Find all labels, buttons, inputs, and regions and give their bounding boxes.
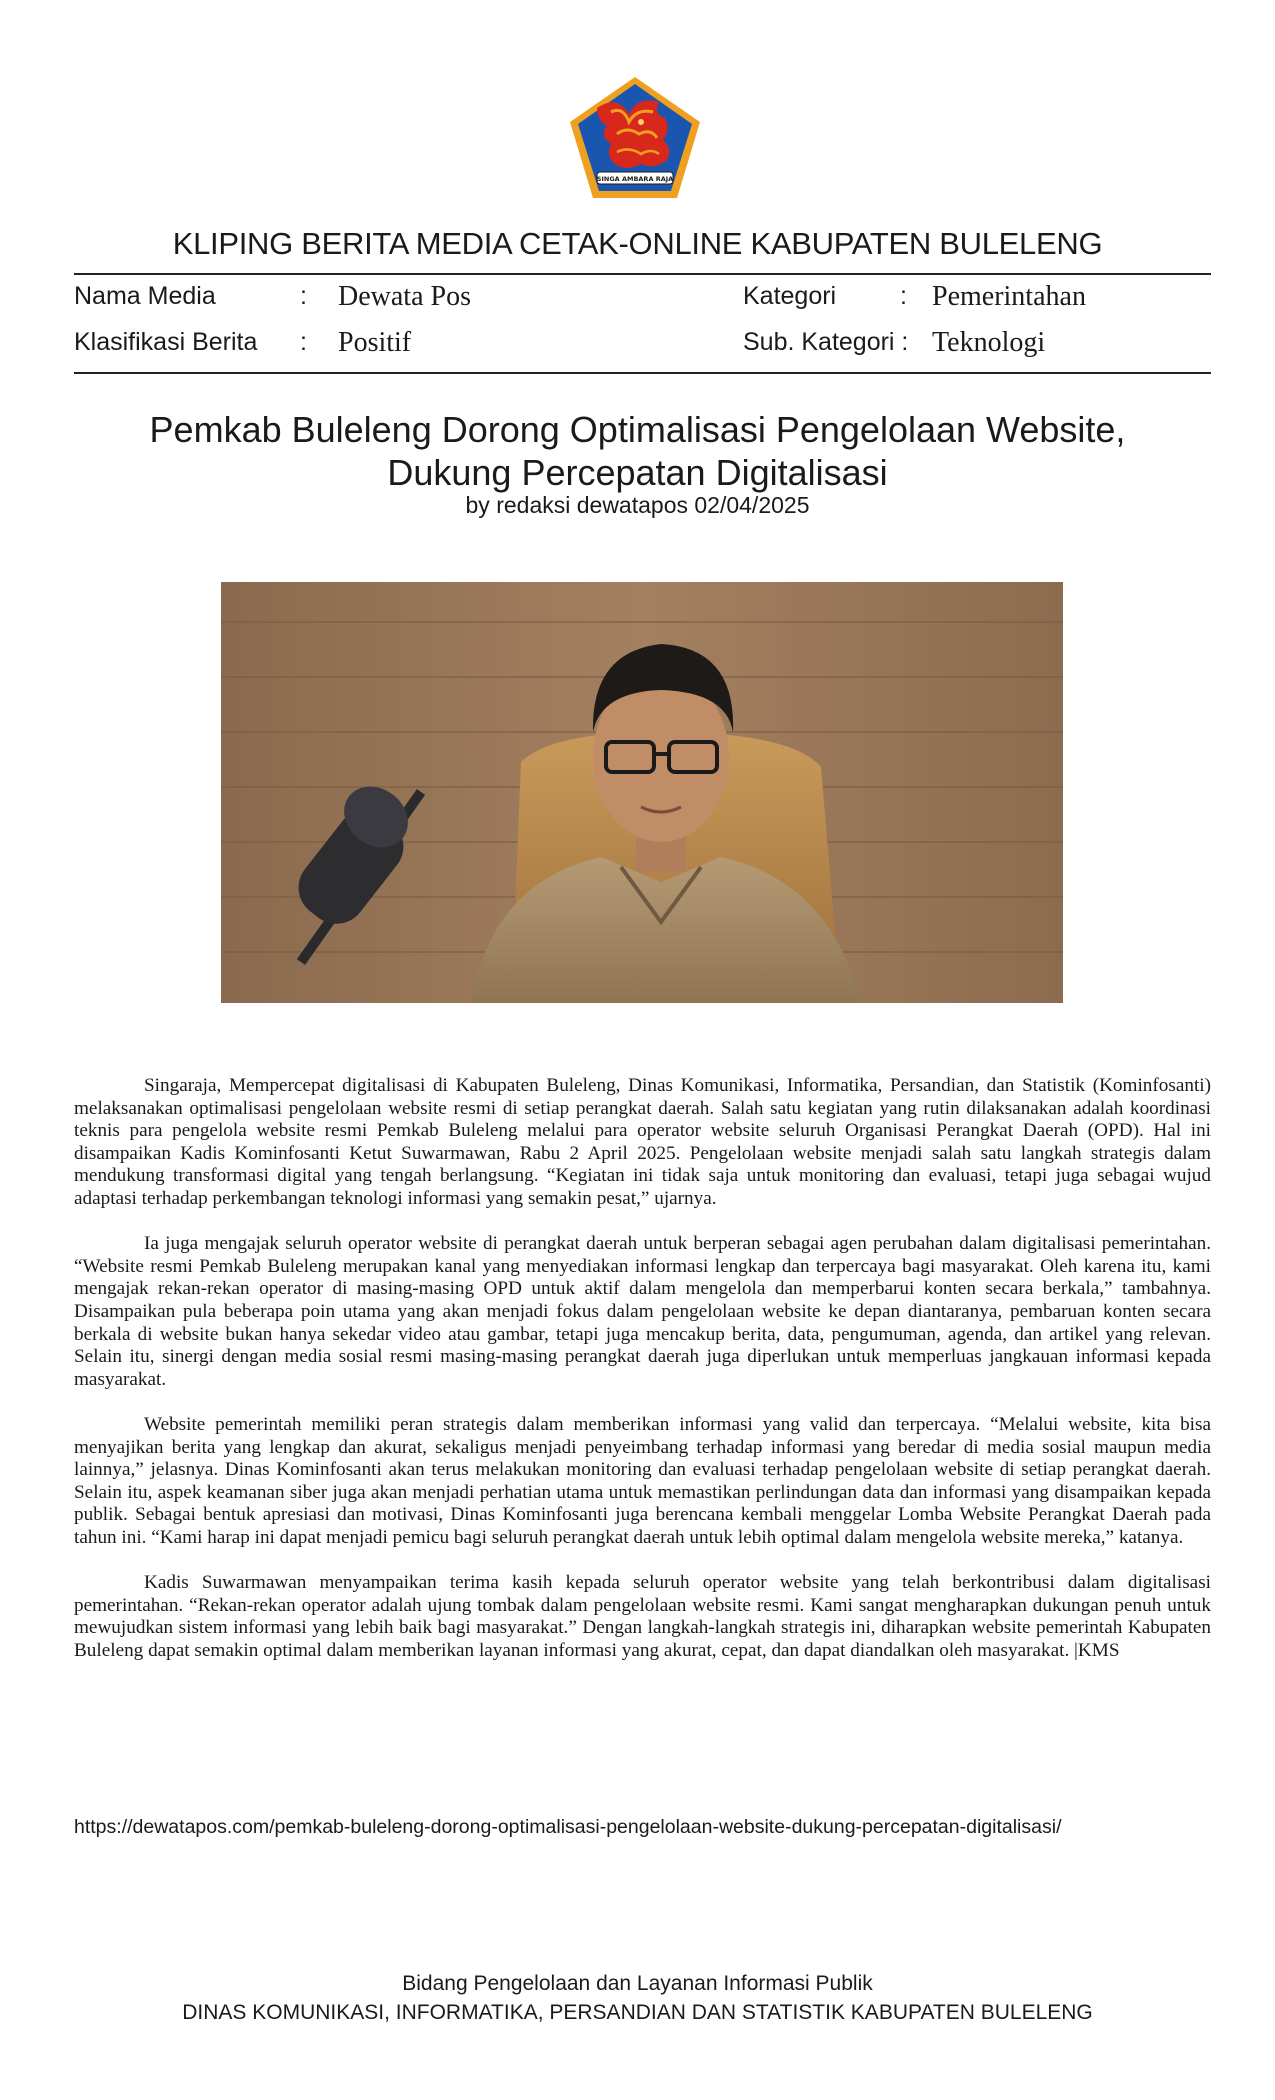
buleleng-emblem-logo [567, 74, 703, 202]
category-value: Pemerintahan [932, 281, 1086, 312]
footer-department: Bidang Pengelolaan dan Layanan Informasi Publik [402, 1972, 873, 1995]
article-title [0, 408, 1275, 494]
classification-value: Positif [338, 327, 412, 358]
article-paragraph-3: Website pemerintah memiliki peran strategis dalam memberikan informasi yang valid dan terpercaya. “Melalui website, kita bisa menyajikan berita yang lengkap dan akurat, sekaligus menjadi penyeimbang terhadap informasi yang beredar di media sosial maupun media lainnya,” jelasnya. Dinas Kominfosanti akan terus melakukan monitoring dan evaluasi terhadap pengelolaan website di setiap perangkat daerah. Selain itu, aspek keamanan siber juga akan menjadi perhatian utama untuk memastikan perlindungan data dan informasi yang disampaikan kepada publik. Sebagai bentuk apresiasi dan motivasi, Dinas Kominfosanti juga berencana kembali menggelar Lomba Website Perangkat Daerah pada tahun ini. “Kami harap ini dapat menjadi pemicu bagi seluruh perangkat daerah untuk lebih optimal dalam mengelola website mereka,” katanya. [74, 1413, 1211, 1548]
footer-agency: DINAS KOMUNIKASI, INFORMATIKA, PERSANDIAN DAN STATISTIK KABUPATEN BULELENG [182, 2001, 1093, 2024]
article-photo [221, 582, 1063, 1003]
source-url-link[interactable]: https://dewatapos.com/pemkab-buleleng-dorong-optimalisasi-pengelolaan-website-dukung-percepatan-digitalisasi/ [74, 1816, 1062, 1838]
subcategory-value: Teknologi [932, 327, 1046, 358]
media-name-colon: : [300, 282, 307, 310]
logo-motto-text: SINGA AMBARA RAJA [596, 175, 674, 183]
classification-label: Klasifikasi Berita [74, 328, 258, 356]
article-title-line1: Pemkab Buleleng Dorong Optimalisasi Pengelolaan Website, [149, 409, 1126, 450]
document-header-title: KLIPING BERITA MEDIA CETAK-ONLINE KABUPATEN BULELENG [172, 226, 1103, 261]
article-title-line2: Dukung Percepatan Digitalisasi [387, 452, 888, 493]
header-divider-bottom [74, 372, 1211, 374]
header-divider-top [74, 273, 1211, 275]
article-byline: by redaksi dewatapos 02/04/2025 [465, 492, 810, 518]
subcategory-label: Sub. Kategori : [743, 328, 909, 356]
classification-colon: : [300, 328, 307, 356]
category-label: Kategori [743, 282, 837, 310]
media-name-value: Dewata Pos [338, 281, 471, 312]
category-colon: : [900, 282, 907, 310]
article-paragraph-2: Ia juga mengajak seluruh operator website di perangkat daerah untuk berperan sebagai agen perubahan dalam digitalisasi pemerintahan. “Website resmi Pemkab Buleleng merupakan kanal yang menyediakan informasi lengkap dan terpercaya bagi masyarakat. Oleh karena itu, kami mengajak rekan-rekan operator di masing-masing OPD untuk aktif dalam mengelola dan memperbarui konten secara berkala,” tambahnya. Disampaikan pula beberapa poin utama yang akan menjadi fokus dalam pengelolaan website ke depan diantaranya, pembaruan konten secara berkala di website bukan hanya sekedar video atau gambar, tetapi juga mencakup berita, data, pengumuman, agenda, dan artikel yang relevan. Selain itu, sinergi dengan media sosial resmi masing-masing perangkat daerah juga diperlukan untuk memperluas jangkauan informasi kepada masyarakat. [74, 1233, 1211, 1390]
article-paragraph-1: Singaraja, Mempercepat digitalisasi di Kabupaten Buleleng, Dinas Komunikasi, Informatika, Persandian, dan Statistik (Kominfosanti) melaksanakan optimalisasi pengelolaan website resmi di setiap perangkat daerah. Salah satu kegiatan yang rutin dilaksanakan adalah koordinasi teknis para pengelola website resmi Pemkab Buleleng melalui para operator website seluruh Organisasi Perangkat Daerah (OPD). Hal ini disampaikan Kadis Kominfosanti Ketut Suwarmawan, Rabu 2 April 2025. Pengelolaan website menjadi salah satu langkah strategis dalam mendukung transformasi digital yang tengah berlangsung. “Kegiatan ini tidak saja untuk monitoring dan evaluasi, tetapi juga sebagai wujud adaptasi terhadap perkembangan teknologi informasi yang semakin pesat,” ujarnya. [74, 1075, 1211, 1209]
article-body [74, 1075, 1211, 1662]
article-paragraph-4: Kadis Suwarmawan menyampaikan terima kasih kepada seluruh operator website yang telah berkontribusi dalam digitalisasi pemerintahan. “Rekan-rekan operator adalah ujung tombak dalam pengelolaan website resmi. Kami sangat mengharapkan dukungan penuh untuk mewujudkan sistem informasi yang lebih baik bagi masyarakat.” Dengan langkah-langkah strategis ini, diharapkan website pemerintah Kabupaten Buleleng dapat semakin optimal dalam memberikan layanan informasi yang akurat, cepat, dan dapat diandalkan oleh masyarakat. |KMS [74, 1572, 1211, 1661]
media-name-label: Nama Media [74, 282, 216, 310]
